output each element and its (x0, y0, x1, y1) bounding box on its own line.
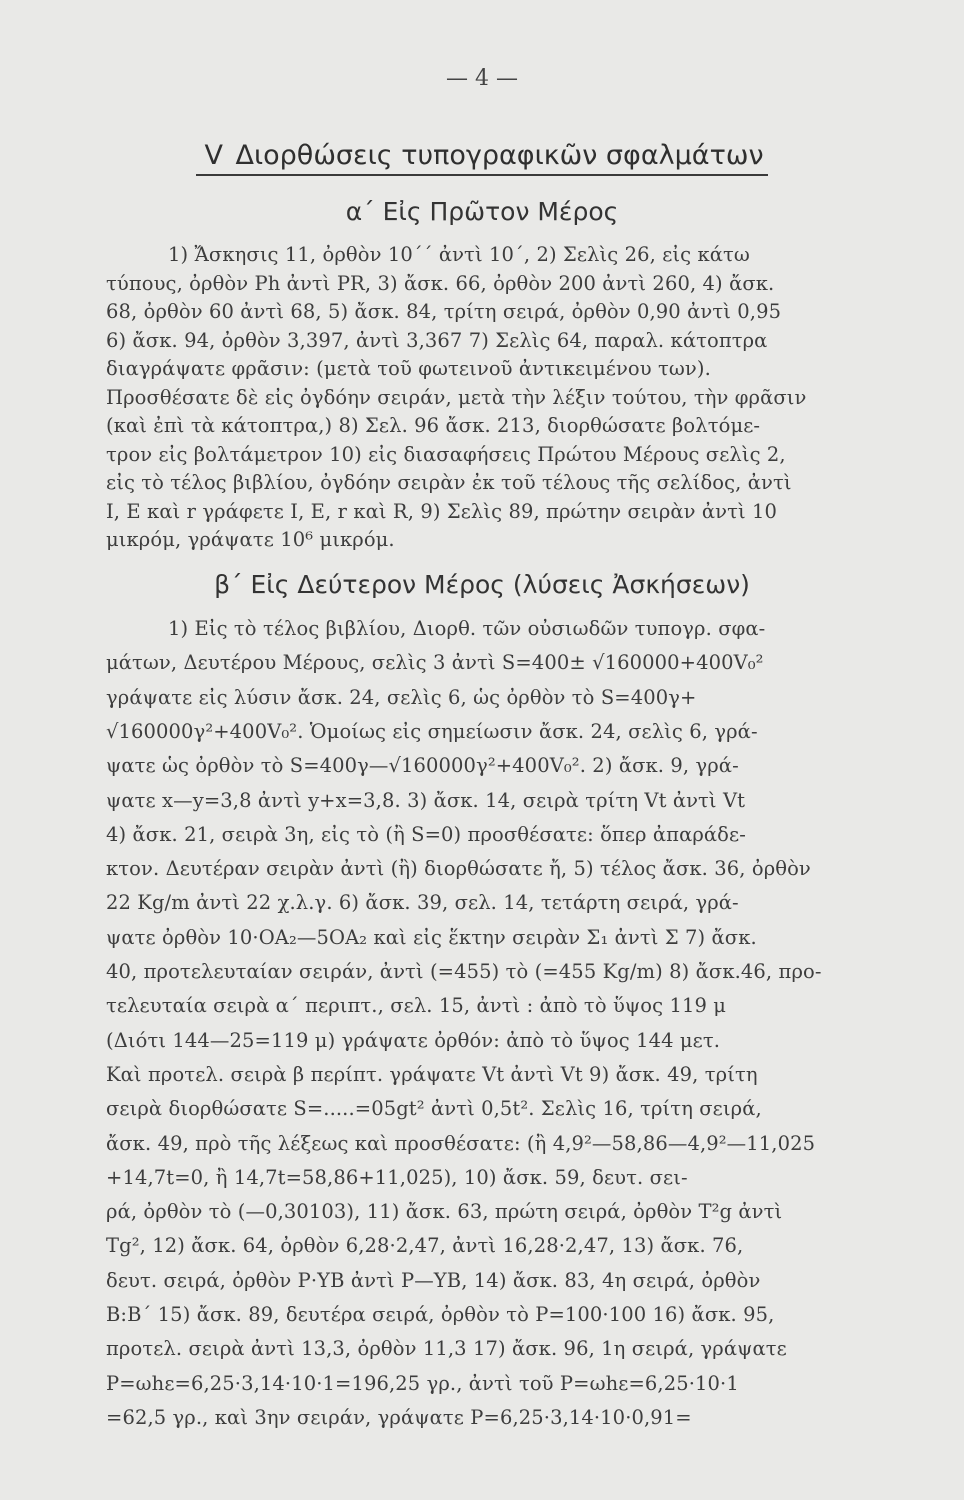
text-line: (Διότι 144—25=119 μ) γράψατε ὀρθόν: ἀπὸ τὸ ὕψος 144 μετ. (106, 1028, 721, 1052)
text-line: τύπους, ὀρθὸν Ph ἀντὶ PR, 3) ἄσκ. 66, ὀρθὸν 200 ἀντὶ 260, 4) ἄσκ. (106, 271, 775, 295)
text-line: I, E καὶ r γράφετε I, E, r καὶ R, 9) Σελὶς 89, πρώτην σειρὰν ἀντὶ 10 (106, 499, 778, 523)
text-line: 4) ἄσκ. 21, σειρὰ 3η, εἰς τὸ (ἢ S=0) προσθέσατε: ὅπερ ἀπαράδε- (106, 822, 746, 846)
text-line: μικρόμ, γράψατε 10⁶ μικρόμ. (106, 528, 395, 551)
page-heading (0, 140, 964, 171)
text-line: 22 Kg/m ἀντὶ 22 χ.λ.γ. 6) ἄσκ. 39, σελ. 14, τετάρτη σειρά, γρά- (106, 891, 739, 915)
text-line: 6) ἄσκ. 94, ὀρθὸν 3,397, ἀντὶ 3,367 7) Σελὶς 64, παραλ. κάτοπτρα (106, 328, 768, 352)
text-line: P=ωhε=6,25·3,14·10·1=196,25 γρ., ἀντὶ τοῦ P=ωhε=6,25·10·1 (106, 1371, 739, 1395)
text-line: γράψατε εἰς λύσιν ἄσκ. 24, σελὶς 6, ὡς ὀρθὸν τὸ S=400γ+ (106, 685, 697, 709)
page-number: — 4 — (446, 66, 518, 91)
heading-title: Διορθώσεις τυπογραφικῶν σφαλμάτων (235, 140, 764, 171)
text-line: ψατε ὡς ὀρθὸν τὸ S=400γ—√160000γ²+400V₀². 2) ἄσκ. 9, γρά- (106, 754, 739, 778)
text-line: Καὶ προτελ. σειρὰ β περίπτ. γράψατε Vt ἀντὶ Vt 9) ἄσκ. 49, τρίτη (106, 1062, 758, 1086)
text-line: ψατε ὀρθὸν 10·ΟΑ₂—5ΟΑ₂ καὶ εἰς ἕκτην σειρὰν Σ₁ ἀντὶ Σ 7) ἄσκ. (106, 925, 757, 949)
section-a-title: α΄ Εἰς Πρῶτον Μέρος (345, 197, 619, 226)
section-b-title: β΄ Εἰς Δεύτερον Μέρος (λύσεις Ἀσκήσεων) (214, 570, 750, 599)
text-line: διαγράψατε φρᾶσιν: (μετὰ τοῦ φωτεινοῦ ἀντικειμένου των). (106, 357, 711, 380)
text-line: τρον εἰς βολτάμετρον 10) εἰς διασαφήσεις Πρώτου Μέρους σελὶς 2, (106, 442, 786, 466)
text-line: +14,7t=0, ἢ 14,7t=58,86+11,025), 10) ἄσκ. 59, δευτ. σει- (106, 1165, 688, 1189)
text-line: ἄσκ. 49, πρὸ τῆς λέξεως καὶ προσθέσατε: (ἢ 4,9²—58,86—4,9²—11,025 (106, 1131, 816, 1155)
text-line: σειρὰ διορθώσατε S=.....=05gt² ἀντὶ 0,5t². Σελὶς 16, τρίτη σειρά, (106, 1097, 762, 1121)
text-line: ψατε x—y=3,8 ἀντὶ y+x=3,8. 3) ἄσκ. 14, σειρὰ τρίτη Vt ἀντὶ Vt (106, 788, 746, 812)
text-line: τελευταία σειρὰ α΄ περιπτ., σελ. 15, ἀντὶ : ἀπὸ τὸ ὕψος 119 μ (106, 994, 727, 1018)
heading-prefix: V (200, 140, 226, 176)
text-line: Tg², 12) ἄσκ. 64, ὀρθὸν 6,28·2,47, ἀντὶ 16,28·2,47, 13) ἄσκ. 76, (106, 1234, 744, 1258)
text-line: προτελ. σειρὰ ἀντὶ 13,3, ὀρθὸν 11,3 17) ἄσκ. 96, 1η σειρά, γράψατε (106, 1337, 787, 1361)
text-line: 40, προτελευταίαν σειράν, ἀντὶ (=455) τὸ (=455 Kg/m) 8) ἄσκ.46, προ- (106, 960, 822, 983)
text-line: ρά, ὀρθὸν τὸ (—0,30103), 11) ἄσκ. 63, πρώτη σειρά, ὀρθὸν T²g ἀντὶ (106, 1200, 783, 1224)
text-line: √160000γ²+400V₀². Ὁμοίως εἰς σημείωσιν ἄσκ. 24, σελὶς 6, γρά- (106, 719, 758, 743)
text-line: 68, ὀρθὸν 60 ἀντὶ 68, 5) ἄσκ. 84, τρίτη σειρά, ὀρθὸν 0,90 ἀντὶ 0,95 (106, 300, 782, 323)
text-line: 1) Ἄσκησις 11, ὀρθὸν 10΄΄ ἀντὶ 10΄, 2) Σελὶς 26, εἰς κάτω (168, 243, 750, 266)
text-line: (καὶ ἐπὶ τὰ κάτοπτρα,) 8) Σελ. 96 ἄσκ. 213, διορθώσατε βολτόμε- (106, 414, 761, 437)
text-line: Προσθέσατε δὲ εἰς ὀγδόην σειράν, μετὰ τὴν λέξιν τούτου, τὴν φρᾶσιν (106, 385, 807, 409)
text-line: B:B΄ 15) ἄσκ. 89, δευτέρα σειρά, ὀρθὸν τὸ P=100·100 16) ἄσκ. 95, (106, 1303, 775, 1326)
text-line: δευτ. σειρά, ὀρθὸν P·YB ἀντὶ P—YB, 14) ἄσκ. 83, 4η σειρά, ὀρθὸν (106, 1268, 761, 1292)
text-line: εἰς τὸ τέλος βιβλίου, ὀγδόην σειρὰν ἐκ τοῦ τέλους τῆς σελίδος, ἀντὶ (106, 471, 792, 494)
text-line: μάτων, Δευτέρου Μέρους, σελὶς 3 ἀντὶ S=400± √160000+400V₀² (106, 651, 764, 675)
text-line: =62,5 γρ., καὶ 3ην σειράν, γράψατε P=6,25·3,14·10·0,91= (106, 1405, 692, 1429)
text-line: 1) Εἰς τὸ τέλος βιβλίου, Διορθ. τῶν οὐσιωδῶν τυπογρ. σφα- (168, 617, 766, 640)
text-line: κτον. Δευτέραν σειρὰν ἀντὶ (ἢ) διορθώσατε ἤ, 5) τέλος ἄσκ. 36, ὀρθὸν (106, 857, 811, 881)
